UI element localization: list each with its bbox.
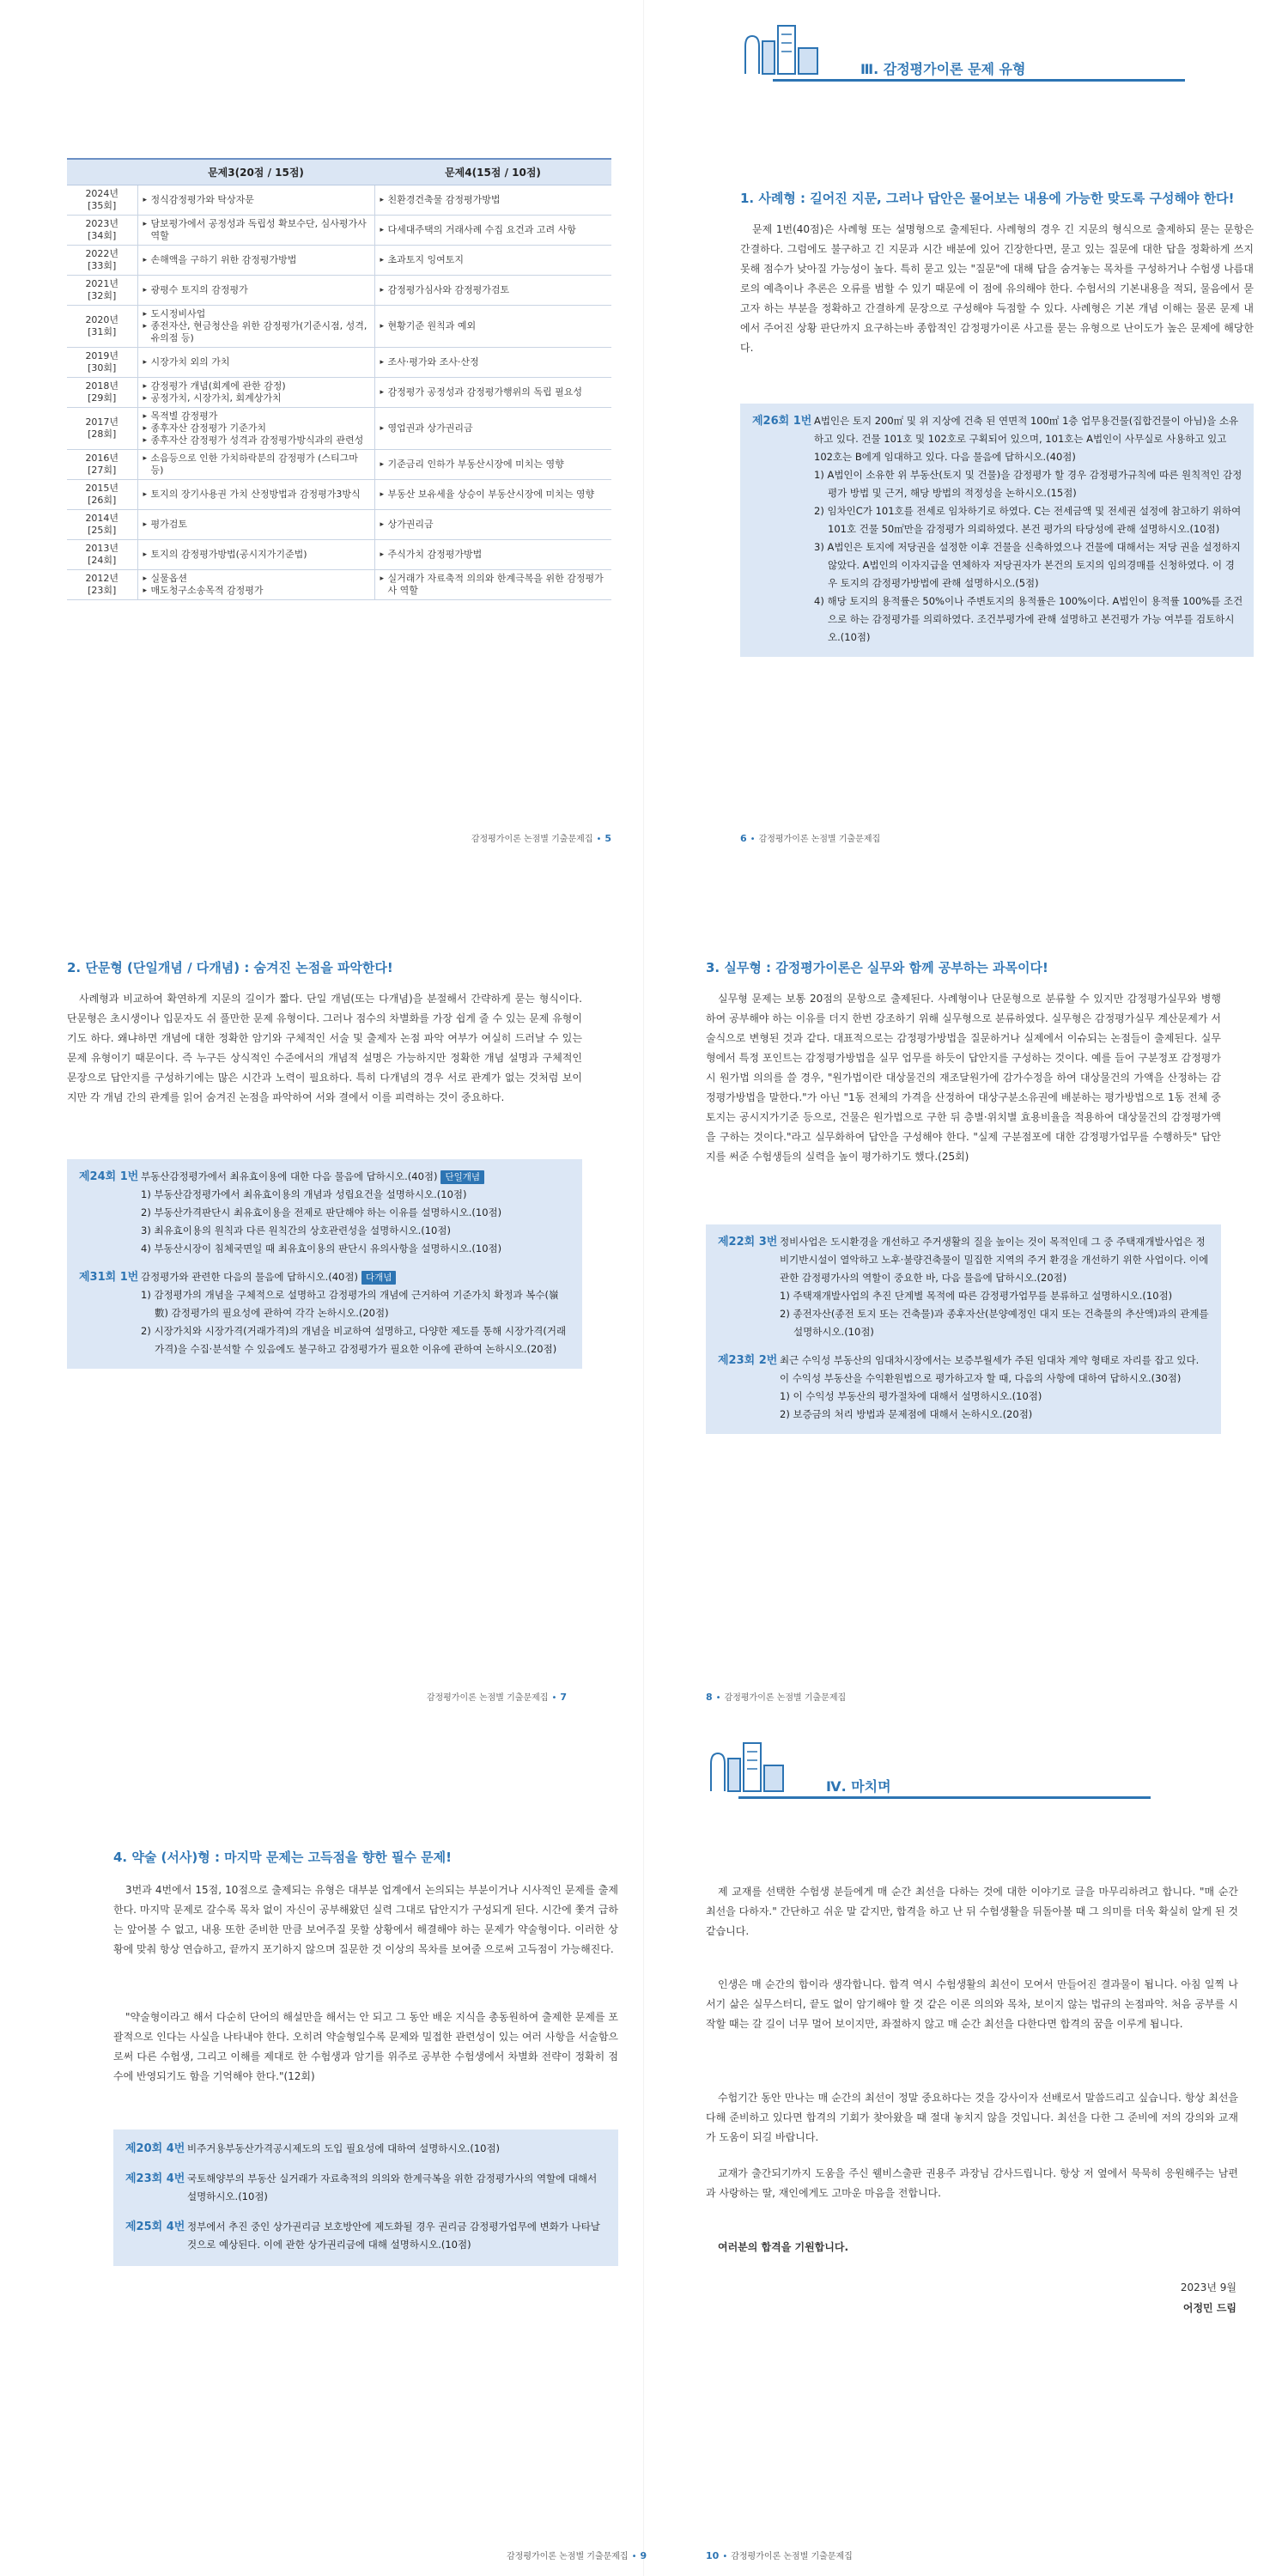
table-cell-q3 xyxy=(137,215,374,245)
table-row xyxy=(67,185,611,215)
table-row xyxy=(67,449,611,479)
topic-item: ▸ 목적별 감정평가 xyxy=(143,410,369,422)
table-cell-q3 xyxy=(137,509,374,539)
table-row xyxy=(67,305,611,347)
footer-label: 감정평가이론 논점별 기출문제집 xyxy=(507,2552,629,2561)
question-label: 제26회 1번 xyxy=(752,415,812,428)
round-label: [26회] xyxy=(88,494,117,506)
page-number: 8 xyxy=(706,1692,713,1703)
table-cell-year xyxy=(67,509,137,539)
question-item xyxy=(125,2140,608,2158)
year-label: 2017년 xyxy=(85,416,119,428)
table-header-year xyxy=(67,159,137,185)
table-row xyxy=(67,245,611,275)
topic-item: ▸ 부동산 보유세율 상승이 부동산시장에 미치는 영향 xyxy=(380,489,607,501)
table-cell-q3 xyxy=(137,449,374,479)
table-cell-year xyxy=(67,185,137,215)
topic-item: ▸ 조사·평가와 조사·산정 xyxy=(380,356,607,368)
question-text xyxy=(141,1268,572,1286)
question-box xyxy=(113,2129,618,2266)
round-label: [30회] xyxy=(88,361,117,374)
table-cell-q4 xyxy=(374,377,611,407)
section-paragraph: 3번과 4번에서 15점, 10점으로 출제되는 유형은 대부분 업계에서 논의되는 부분이거나 시사적인 문제를 출제한다. 마지막 문제로 갈수록 목차 없이 자신이 공부해왔던 실력 그대로 답안지가 구성되게 된다. 시간에 쫓겨 급하는 앞어볼 수 없고, 내용 또한 준비한 만큼 보여주질 못할 상황에서 해결해야 하는 문제가 약술형이다. 이러한 상황에 맞춰 항상 연습하고, 끝까지 포기하지 않으며 질문한 것 이상의 목차를 보여줄 으로써 고득점이 가능해진다. xyxy=(113,1884,618,1955)
question-box xyxy=(740,404,1254,657)
section-paragraph: "약술형이라고 해서 다순히 단어의 해설만을 해서는 안 되고 그 동안 배운 지식을 총동원하여 출제한 문제를 포괄적으로 인다는 사실을 나타내야 한다. 오히려 약술형일수록 문제와 밀접한 관련성이 있는 여러 사항을 서술함으로써 다른 수험생, 그리고 이해를 제대로 한 수험생과 암기를 위주로 공부한 수험생에서 차별화 전략이 정확히 점수에 반영되기도 함을 기억해야 한다."(12회) xyxy=(113,2011,618,2082)
table-cell-q4 xyxy=(374,449,611,479)
question-label: 제23회 4번 xyxy=(125,2172,185,2185)
closing-paragraph: 제 교재를 선택한 수험생 분들에게 매 순간 최선을 다하는 것에 대한 이야기로 글을 마무리하려고 합니다. "매 순간 최선을 다하자." 간단하고 쉬운 말 같지만, 합격을 하고 난 뒤 수험생활을 뒤돌아볼 때 그 의미를 더욱 확실히 알게 된 것 같습니다. xyxy=(706,1886,1238,1937)
question-label: 제20회 4번 xyxy=(125,2142,185,2155)
table-row xyxy=(67,479,611,509)
closing-paragraph: 교재가 출간되기까지 도움을 주신 웰비스출판 권용주 과장님 감사드립니다. 항상 저 옆에서 묵묵히 응원해주는 남편과 사랑하는 딸, 재인에게도 고마운 마음을 전합니다. xyxy=(706,2167,1238,2199)
building-skyline-icon xyxy=(738,22,824,84)
round-label: [31회] xyxy=(88,325,117,337)
table-cell-q4 xyxy=(374,407,611,449)
topic-item: ▸ 종후자산 감정평가 성격과 감정평가방식과의 관련성 xyxy=(143,434,369,447)
chapter-header xyxy=(738,17,1185,86)
table-row xyxy=(67,407,611,449)
section-paragraph: 사례형과 비교하여 확연하게 지문의 길이가 짧다. 단일 개념(또는 다개념)을 분절해서 간략하게 묻는 형식이다. 단문형은 초시생이나 입문자도 쉬 풀만한 문제 유형이다. 그러나 점수의 차별화를 가장 쉽게 줄 수 있는 문제 유형이기도 하다. 왜냐하면 개념에 대한 정확한 암기와 구체적인 서술 및 출제자 논점 파악 여부가 여실히 드러날 수 있는 문제 유형이기 때문이다. 즉 누구든 상식적인 수준에서의 개념적 설명은 가능하지만 정확한 개념 설명과 구체적인 문장으로 답안지를 구성하기에는 많은 시간과 노력이 필요하다. 특히 다개념의 경우 서로 관계가 없는 것처럼 보이지만 각 개념 간의 관계를 읽어 숨겨진 논점을 파악하여 서와 결에서 이를 피력하는 것이 중요하다. xyxy=(67,993,582,1103)
table-cell-year xyxy=(67,407,137,449)
building-skyline-icon xyxy=(704,1740,790,1801)
question-label: 제24회 1번 xyxy=(79,1170,139,1183)
question-sub: 2) 시장가치와 시장가격(거래가격)의 개념을 비교하여 설명하고, 다양한 제도를 통해 시장가격(거래가격)을 수집·분석할 수 있음에도 불구하고 감정평가가 필요한 이유에 관하여 논하시오.(20점) xyxy=(141,1325,567,1355)
table-row xyxy=(67,347,611,377)
topic-item: ▸ 기준금리 인하가 부동산시장에 미치는 영향 xyxy=(380,459,607,471)
table-cell-q4 xyxy=(374,215,611,245)
topic-item: ▸ 상가권리금 xyxy=(380,519,607,531)
question-text: A법인은 토지 200㎡ 및 위 지상에 건축 된 연면적 100㎡ 1층 업무용건물(집합건물이 아님)을 소유하고 있다. 건물 101호 및 102호로 구획되어 있으며, 101호는 A법인이 사무실로 사용하고 있고 102호는 B에게 임대하고 있다. 다음 물음에 답하시오.(40점) xyxy=(814,415,1239,463)
question-stem: 감정평가와 관련한 다음의 물음에 답하시오.(40점) xyxy=(141,1271,358,1283)
table-cell-year xyxy=(67,275,137,305)
year-label: 2019년 xyxy=(85,349,119,361)
round-label: [24회] xyxy=(88,554,117,566)
question-sub: 1) 부동산감정평가에서 최유효이용의 개념과 성립요건을 설명하시오.(10점) xyxy=(141,1188,467,1200)
round-label: [23회] xyxy=(88,584,117,596)
round-label: [32회] xyxy=(88,289,117,301)
question-item xyxy=(125,2170,608,2206)
page-footer: 6 • 감정평가이론 논점별 기출문제집 xyxy=(740,833,881,844)
topic-item: ▸ 감정평가 공정성과 감정평가행위의 독립 필요성 xyxy=(380,386,607,398)
round-label: [28회] xyxy=(88,428,117,440)
footer-label: 감정평가이론 논점별 기출문제집 xyxy=(758,835,881,844)
footer-label: 감정평가이론 논점별 기출문제집 xyxy=(731,2552,853,2561)
table-cell-q4 xyxy=(374,275,611,305)
table-cell-q3 xyxy=(137,407,374,449)
year-label: 2016년 xyxy=(85,452,119,464)
table-cell-q4 xyxy=(374,539,611,569)
year-label: 2018년 xyxy=(85,380,119,392)
question-sub: 4) 해당 토지의 용적률은 50%이나 주변토지의 용적률은 100%이다. A법인이 용적률 100%를 조건으로 하는 감정평가를 의뢰하였다. 조건부평가에 관해 설명하고 본건평가 가능 여부를 검토하시오.(10점) xyxy=(814,595,1243,643)
closing-paragraph: 인생은 매 순간의 합이라 생각합니다. 합격 역시 수험생활의 최선이 모여서 만들어진 결과물이 됩니다. 아침 일찍 나서기 삶은 실무스터디, 끝도 없이 암기해야 할 것 같은 이론 의의와 목차, 보이지 않는 법규의 논점파악. 처음 공부를 시작할 때는 갈 길이 너무 멀어 보이지만, 좌절하지 않고 매 순간 최선을 다한다면 합격의 꿈을 이루게 됩니다. xyxy=(706,1978,1238,2030)
chapter-header xyxy=(704,1735,1151,1803)
page-footer: 8 • 감정평가이론 논점별 기출문제집 xyxy=(706,1692,847,1703)
topic-item: ▸ 정식감정평가와 탁상자문 xyxy=(143,194,369,206)
question-badge: 단일개념 xyxy=(440,1170,484,1184)
page-footer: 감정평가이론 논점별 기출문제집 • 9 xyxy=(507,2550,647,2561)
exam-table xyxy=(67,158,611,600)
question-label: 제23회 2번 xyxy=(718,1354,778,1367)
page-footer: 10 • 감정평가이론 논점별 기출문제집 xyxy=(706,2550,853,2561)
closing-date: 2023년 9월 xyxy=(1180,2281,1236,2293)
year-label: 2012년 xyxy=(85,572,119,584)
topic-item: ▸ 실거래가 자료축적 의의와 한계극복을 위한 감정평가사 역할 xyxy=(380,573,607,597)
question-stem: 부동산감정평가에서 최유효이용에 대한 다음 물음에 답하시오.(40점) xyxy=(141,1170,438,1182)
table-cell-q4 xyxy=(374,479,611,509)
table-cell-q4 xyxy=(374,185,611,215)
spread-2 xyxy=(0,859,1288,1717)
table-cell-q4 xyxy=(374,509,611,539)
table-cell-q4 xyxy=(374,245,611,275)
question-item xyxy=(125,2218,608,2254)
chapter-rule xyxy=(773,79,1185,82)
question-item xyxy=(718,1352,1211,1424)
question-sub: 2) 보증금의 처리 방법과 문제점에 대해서 논하시오.(20점) xyxy=(780,1408,1033,1420)
page-10 xyxy=(644,1717,1288,2576)
topic-item: ▸ 감정평가 개념(회계에 관한 감정) xyxy=(143,380,369,392)
question-sub: 1) 주택재개발사업의 추진 단계별 목적에 따른 감정평가업무를 분류하고 설명하시오.(10점) xyxy=(780,1290,1173,1302)
question-text xyxy=(141,1168,572,1186)
footer-label: 감정평가이론 논점별 기출문제집 xyxy=(724,1693,847,1703)
question-item xyxy=(79,1168,572,1258)
table-cell-q4 xyxy=(374,347,611,377)
topic-item: ▸ 담보평가에서 공정성과 독립성 확보수단, 심사평가사 역할 xyxy=(143,218,369,242)
footer-label: 감정평가이론 논점별 기출문제집 xyxy=(471,835,593,844)
round-label: [29회] xyxy=(88,392,117,404)
round-label: [35회] xyxy=(88,199,117,211)
table-cell-year xyxy=(67,479,137,509)
question-sub: 2) 종전자산(종전 토지 또는 건축물)과 종후자산(분양예정인 대지 또는 건축물의 추산액)과의 관계를 설명하시오.(10점) xyxy=(780,1308,1209,1338)
topic-item: ▸ 종전자산, 현금청산을 위한 감정평가(기준시점, 성격, 유의점 등) xyxy=(143,320,369,344)
table-row xyxy=(67,215,611,245)
page-number: 5 xyxy=(605,833,611,844)
table-header-q3: 문제3(20점 / 15점) xyxy=(137,159,374,185)
year-label: 2013년 xyxy=(85,542,119,554)
question-badge: 다개념 xyxy=(361,1271,396,1285)
question-sub: 2) 임차인C가 101호를 전세로 임차하기로 하였다. C는 전세금액 및 전세권 설정에 참고하기 위하여 101호 건물 50㎡만을 감정평가 의뢰하였다. 본건 평가의 타당성에 관해 설명하시오.(10점) xyxy=(814,505,1242,535)
section-heading: 1. 사례형 : 길어진 지문, 그러나 답안은 물어보는 내용에 가능한 맞도록 구성해야 한다! xyxy=(740,191,1235,206)
closing-signature xyxy=(1181,2277,1236,2318)
chapter-rule xyxy=(738,1796,1151,1799)
round-label: [34회] xyxy=(88,229,117,241)
page-8 xyxy=(644,859,1288,1717)
page-6 xyxy=(644,0,1288,859)
table-row xyxy=(67,377,611,407)
question-box xyxy=(67,1159,582,1369)
topic-item: ▸ 시장가치 외의 가치 xyxy=(143,356,369,368)
question-label: 제25회 4번 xyxy=(125,2221,185,2233)
question-sub: 1) 감정평가의 개념을 구체적으로 설명하고 감정평가의 개념에 근거하여 기준가치 확정과 복수(嶺數) 감정평가의 필요성에 관하여 각각 논하시오.(20점) xyxy=(141,1289,559,1319)
section-heading: 3. 실무형 : 감정평가이론은 실무와 함께 공부하는 과목이다! xyxy=(706,960,1048,975)
round-label: [33회] xyxy=(88,259,117,271)
topic-item: ▸ 초과토지 잉여토지 xyxy=(380,254,607,266)
topic-item: ▸ 매도청구소송목적 감정평가 xyxy=(143,585,369,597)
page-5 xyxy=(0,0,644,859)
question-sub: 1) 이 수익성 부동산의 평가절차에 대해서 설명하시오.(10점) xyxy=(780,1390,1042,1402)
question-sub: 3) 최유효이용의 원칙과 다른 원칙간의 상호관련성을 설명하시오.(10점) xyxy=(141,1224,451,1236)
question-sub: 4) 부동산시장이 침체국면일 때 최유효이용의 판단시 유의사항을 설명하시오.(10점) xyxy=(141,1242,502,1255)
topic-item: ▸ 주식가치 감정평가방법 xyxy=(380,549,607,561)
table-cell-year xyxy=(67,449,137,479)
question-text: 국토해양부의 부동산 실거래가 자료축적의 의의와 한계극복을 위한 감정평가사의 역할에 대해서 설명하시오.(10점) xyxy=(187,2172,598,2202)
spread-3 xyxy=(0,1717,1288,2576)
year-label: 2015년 xyxy=(85,482,119,494)
table-cell-q3 xyxy=(137,185,374,215)
table-row xyxy=(67,569,611,599)
question-text: 정부에서 추진 중인 상가권리금 보호방안에 제도화될 경우 권리금 감정평가업무에 변화가 나타날 것으로 예상된다. 이에 관한 상가권리금에 대해 설명하시오.(10점) xyxy=(187,2221,600,2251)
table-cell-q4 xyxy=(374,305,611,347)
table-cell-year xyxy=(67,377,137,407)
question-text: 비주거용부동산가격공시제도의 도입 필요성에 대하여 설명하시오.(10점) xyxy=(187,2142,501,2154)
table-cell-q3 xyxy=(137,539,374,569)
table-row xyxy=(67,539,611,569)
table-cell-year xyxy=(67,305,137,347)
question-box xyxy=(706,1224,1221,1434)
page-number: 6 xyxy=(740,833,747,844)
topic-item: ▸ 도시정비사업 xyxy=(143,308,369,320)
page-number: 9 xyxy=(640,2550,647,2561)
page-number: 10 xyxy=(706,2550,720,2561)
spread-1 xyxy=(0,0,1288,859)
topic-item: ▸ 공정가치, 시장가치, 회계상가치 xyxy=(143,392,369,404)
year-label: 2021년 xyxy=(85,277,119,289)
topic-item: ▸ 손해액을 구하기 위한 감정평가방법 xyxy=(143,254,369,266)
section-paragraph: 실무형 문제는 보통 20점의 문항으로 출제된다. 사례형이나 단문형으로 분류할 수 있지만 감정평가실무와 병행하여 공부해야 하는 이유를 더지 한번 강조하기 위해 실무형으로 분류하였다. 실무형은 감정평가실무 계산문제가 서술식으로 변형된 것과 같다. 대표적으로는 감정평가방법을 질문하거나 실제에서 이슈되는 논점들이 출제된다. 실무형에서 특정 포인트는 감정평가방법을 실무 업무를 하듯이 답안지를 구성하는 것이다. 예를 들어 구분정포 감정평가 시 원가법 의의를 쓸 경우, "원가법이란 대상물건의 재조달원가에 감가수정을 하여 대상물건의 가액을 산정하는 감정평가방법을 말한다."가 아닌 "1동 전체의 가격을 산정하여 대상구분소유권에 배분하는 평가방법으로 1동 전체 중 토지는 공시지가기준 등으로, 건물은 원가법으로 구한 뒤 층별·위치별 효용비율을 적용하여 대상물건의 감정평가액을 구하는 것이다."라고 실무화하여 답안을 구성해야 한다. "실제 구분점포에 대한 감정평가업무를 수행하듯" 답안지를 써준 수험생들의 실력을 높이 평가하기도 했다.(25회) xyxy=(706,993,1221,1163)
chapter-title: Ⅲ. 감정평가이론 문제 유형 xyxy=(860,61,1026,77)
table-cell-q3 xyxy=(137,569,374,599)
topic-item: ▸ 평가검토 xyxy=(143,519,369,531)
year-label: 2020년 xyxy=(85,313,119,325)
topic-item: ▸ 영업권과 상가권리금 xyxy=(380,422,607,434)
closing-author: 어정민 드림 xyxy=(1182,2302,1236,2314)
page-9 xyxy=(0,1717,647,2576)
section-heading: 2. 단문형 (단일개념 / 다개념) : 숨겨진 논점을 파악한다! xyxy=(67,960,393,975)
table-cell-year xyxy=(67,539,137,569)
topic-item: ▸ 다세대주택의 거래사례 수집 요건과 고려 사항 xyxy=(380,224,607,236)
table-cell-year xyxy=(67,347,137,377)
year-label: 2023년 xyxy=(85,217,119,229)
question-label: 제31회 1번 xyxy=(79,1271,139,1284)
topic-item: ▸ 광평수 토지의 감정평가 xyxy=(143,284,369,296)
section-paragraph: 문제 1번(40점)은 사례형 또는 설명형으로 출제된다. 사례형의 경우 긴 지문의 형식으로 출제하되 묻는 문항은 간결하다. 그럼에도 불구하고 긴 지문과 시간 배분에 있어 긴장한다면, 묻고 있는 질문에 대한 답을 정확하게 쓰지 못해 점수가 낮아질 가능성이 높다. 특히 묻고 있는 "질문"에 대해 답을 숨겨놓는 목차를 구성하거나 수험생 나름대로의 예측이나 추론은 오류를 범할 수 있기 때문에 이 점에 유의해야 한다. 수험서의 기본내용을 적되, 물음에서 묻고자 하는 부분을 정확하고 간결하게 문장으로 구성해야 득점할 수 있다. 사례형은 기본 개념 이해는 물론 문제 내에서 주어진 상황 판단까지 요구하는바 종합적인 감정평가이론 사고를 묻는 유형으로 난이도가 높은 문제에 해당한다. xyxy=(740,223,1254,354)
closing-paragraph: 수험기간 동안 만나는 매 순간의 최선이 정말 중요하다는 것을 강사이자 선배로서 말씀드리고 싶습니다. 항상 최선을 다해 준비하고 있다면 합격의 기회가 찾아왔을 때 절대 놓치지 않을 것입니다. 최선을 다한 그 준비에 저의 강의와 교재가 도움이 되길 바랍니다. xyxy=(706,2092,1238,2143)
topic-item: ▸ 감정평가심사와 감정평가검토 xyxy=(380,284,607,296)
topic-item: ▸ 토지의 감정평가방법(공시지가기준법) xyxy=(143,549,369,561)
topic-item: ▸ 토지의 장기사용권 가치 산정방법과 감정평가3방식 xyxy=(143,489,369,501)
question-item xyxy=(752,412,1243,647)
page-7 xyxy=(0,859,644,1717)
page-footer: 감정평가이론 논점별 기출문제집 • 7 xyxy=(426,1692,567,1703)
topic-item: ▸ 실물옵션 xyxy=(143,573,369,585)
round-label: [25회] xyxy=(88,524,117,536)
topic-item: ▸ 소음등으로 인한 가치하락분의 감정평가 (스티그마 등) xyxy=(143,453,369,477)
topic-item: ▸ 현황기준 원칙과 예외 xyxy=(380,320,607,332)
page-footer: 감정평가이론 논점별 기출문제집 • 5 xyxy=(471,833,611,844)
table-cell-q3 xyxy=(137,347,374,377)
question-sub: 2) 부동산가격판단시 최유효이용을 전제로 판단해야 하는 이유를 설명하시오.(10점) xyxy=(141,1206,502,1218)
table-row xyxy=(67,509,611,539)
year-label: 2024년 xyxy=(85,187,119,199)
question-item xyxy=(79,1268,572,1358)
page-number: 7 xyxy=(560,1692,567,1703)
question-sub: 1) A법인이 소유한 위 부동산(토지 및 건물)을 감정평가 할 경우 감정평가규칙에 따른 원칙적인 감정평가 방법 및 근거, 해당 방법의 적정성을 논하시오.(15점) xyxy=(814,469,1242,499)
table-cell-year xyxy=(67,245,137,275)
closing-wish: 여러분의 합격을 기원합니다. xyxy=(718,2241,849,2253)
round-label: [27회] xyxy=(88,464,117,476)
topic-item: ▸ 종후자산 감정평가 기준가치 xyxy=(143,422,369,434)
table-cell-year xyxy=(67,569,137,599)
table-header-q4: 문제4(15점 / 10점) xyxy=(374,159,611,185)
table-cell-q3 xyxy=(137,305,374,347)
question-text: 정비사업은 도시환경을 개선하고 주거생활의 질을 높이는 것이 목적인데 그 중 주택재개발사업은 정비기반시설이 열악하고 노후·불량건축물이 밀집한 지역의 주거 환경을 개선하기 위한 사업이다. 이에 관한 감정평가사의 역할이 중요한 바, 다음 물음에 답하시오.(20점) xyxy=(780,1236,1209,1284)
question-item xyxy=(718,1233,1211,1341)
table-cell-q3 xyxy=(137,377,374,407)
question-sub: 3) A법인은 토지에 저당권을 설정한 이후 건물을 신축하였으나 건물에 대해서는 저당 권을 설정하지 않았다. A법인의 이자지급을 연체하자 저당권자가 본건의 토지의 임의경매를 신청하였다. 이 경우 토지의 감정평가방법에 관해 설명하시오.(5점) xyxy=(814,541,1241,589)
table-cell-q3 xyxy=(137,245,374,275)
table-cell-q4 xyxy=(374,569,611,599)
table-cell-q3 xyxy=(137,275,374,305)
question-text: 최근 수익성 부동산의 임대차시장에서는 보증부월세가 주된 임대차 계약 형태로 자리를 잡고 있다. 이 수익성 부동산을 수익환원법으로 평가하고자 할 때, 다음의 사항에 대하여 답하시오.(30점) xyxy=(780,1354,1200,1384)
topic-item: ▸ 친환경건축물 감정평가방법 xyxy=(380,194,607,206)
section-heading: 4. 약술 (서사)형 : 마지막 문제는 고득점을 향한 필수 문제! xyxy=(113,1850,452,1865)
year-label: 2022년 xyxy=(85,247,119,259)
question-label: 제22회 3번 xyxy=(718,1236,778,1249)
year-label: 2014년 xyxy=(85,512,119,524)
table-cell-q3 xyxy=(137,479,374,509)
chapter-title: Ⅳ. 마치며 xyxy=(826,1778,891,1795)
table-cell-year xyxy=(67,215,137,245)
table-row xyxy=(67,275,611,305)
footer-label: 감정평가이론 논점별 기출문제집 xyxy=(426,1693,549,1703)
table-header-row xyxy=(67,159,611,185)
